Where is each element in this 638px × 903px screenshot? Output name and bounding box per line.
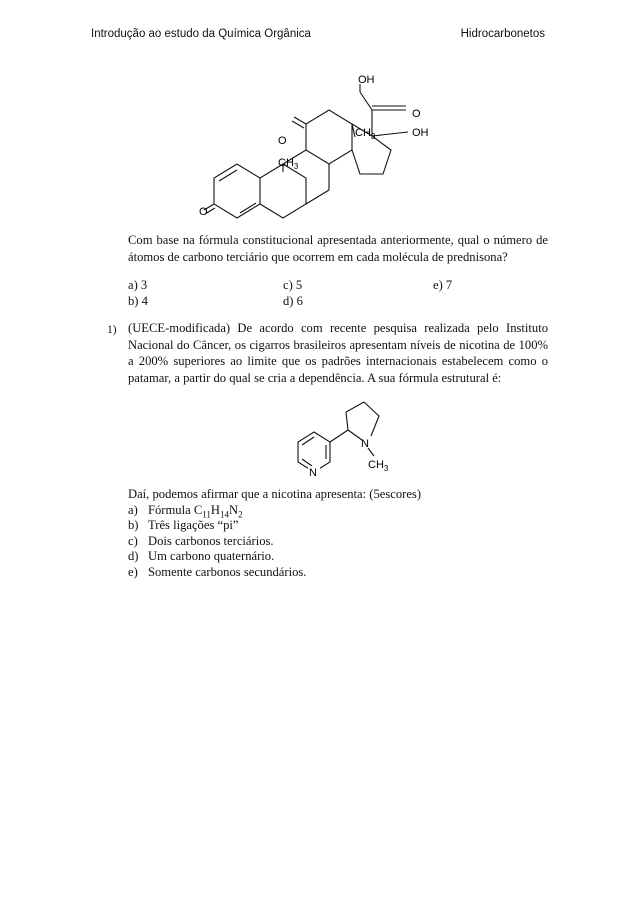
option-c: c) 5: [283, 278, 303, 292]
option-e: e) 7: [433, 278, 453, 292]
header-left: Introdução ao estudo da Química Orgânica: [91, 28, 311, 40]
header-right: Hidrocarbonetos: [460, 28, 545, 40]
question-1-list: [128, 486, 421, 579]
prednisone-oh-right: OH: [412, 127, 429, 139]
option-b: b) 4: [128, 294, 148, 308]
prednisone-o-c3: O: [199, 206, 208, 218]
nicotine-n-pyrrolidine: N: [361, 438, 369, 450]
list-item-e: e) Somente carbonos secundários.: [128, 564, 307, 579]
option-a: a) 3: [128, 278, 148, 292]
list-item-d: d) Um carbono quaternário.: [128, 549, 275, 563]
option-d: d) 6: [283, 294, 303, 308]
question-1-text: (UECE-modificada) De acordo com recente pesquisa realizada pelo Instituto Nacional do Câncer, os cigarros brasileiros apresentam níveis de nicotina de 100% a 200% superiores ao limite que os padrões internacionais estabelecem como o patamar, a partir do qual se cria a dependência. A sua fórmula estrutural é:: [128, 321, 548, 385]
prednisone-ch3-upper: $CH_3$: [355, 127, 376, 141]
nicotine-n-ring: N: [309, 467, 317, 479]
question-prednisone-text: Com base na fórmula constitucional apresentada anteriormente, qual o número de átomos de carbono terciário que ocorrem em cada molécula de prednisona?: [128, 233, 548, 264]
list-item-b: b) Três ligações “pi”: [128, 518, 239, 532]
nicotine-structure: [284, 390, 404, 490]
question-1-number: 1): [107, 324, 117, 336]
list-intro: Daí, podemos afirmar que a nicotina apresenta: (5escores): [128, 487, 422, 501]
list-item-a: a) Fórmula $C_{11}H_{14}N_2$: [128, 502, 243, 520]
prednisone-structure: [190, 62, 450, 222]
prednisone-ch3-lower: $CH_3$: [278, 157, 299, 171]
list-item-c: c) Dois carbonos terciários.: [128, 533, 274, 548]
prednisone-o-c11: O: [278, 135, 287, 147]
prednisone-o-side: O: [412, 108, 421, 120]
prednisone-oh-top: OH: [358, 74, 375, 86]
nicotine-ch3: $CH_3$: [368, 459, 389, 473]
